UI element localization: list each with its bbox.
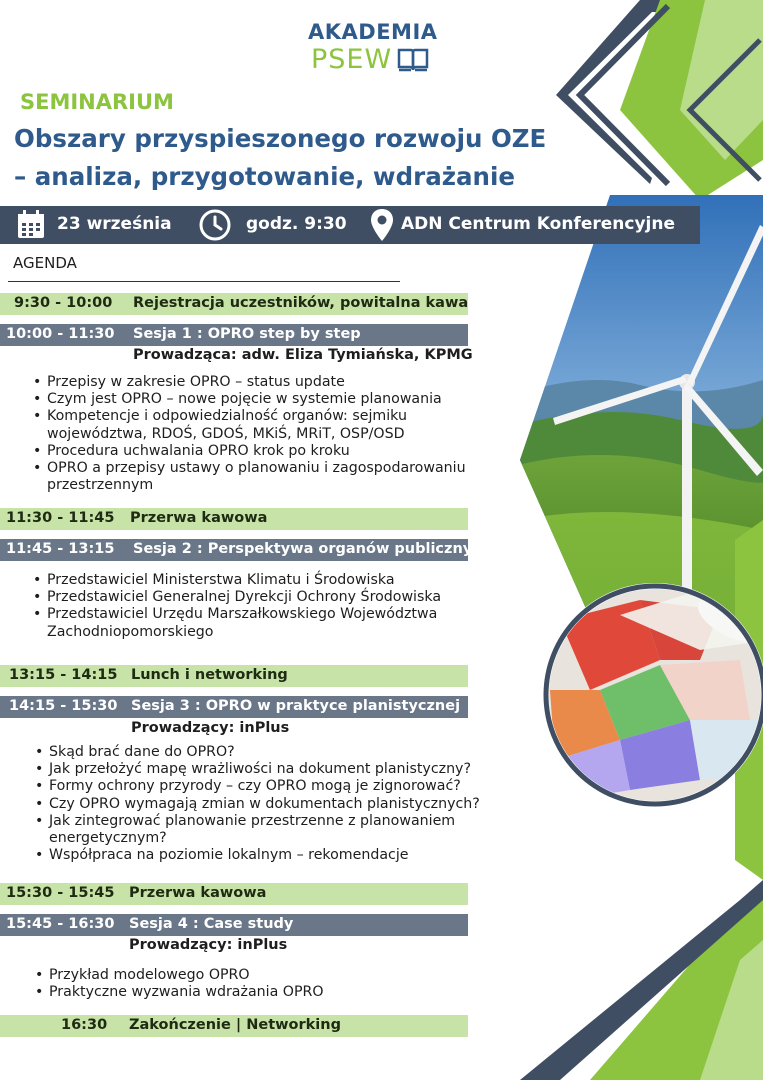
seminar-kicker: SEMINARIUM — [20, 90, 174, 114]
schedule-row-registration — [0, 293, 468, 315]
row-label: Przerwa kawowa — [130, 510, 268, 526]
agenda-divider — [8, 281, 400, 282]
schedule-row-session-3 — [0, 696, 468, 718]
list-item: • Czy OPRO wymagają zmian w dokumentach planistycznych? — [32, 796, 502, 813]
row-time: 11:45 - 13:15 — [6, 541, 115, 557]
list-item: • Czym jest OPRO – nowe pojęcie w systemie planowania — [30, 391, 500, 408]
list-item: • Kompetencje i odpowiedzialność organów: sejmiku województwa, RDOŚ, GDOŚ, MKiŚ, MRiT, OSP/OSD — [30, 408, 500, 442]
list-item: • OPRO a przepisy ustawy o planowaniu i zagospodarowaniu przestrzennym — [30, 460, 500, 494]
row-label: Przerwa kawowa — [129, 885, 267, 901]
session-4-moderator: Prowadzący: inPlus — [129, 937, 288, 953]
seminar-title-line2: – analiza, przygotowanie, wdrażanie — [14, 162, 515, 191]
row-time: 13:15 - 14:15 — [9, 667, 118, 683]
list-item: • Skąd brać dane do OPRO? — [32, 744, 502, 761]
schedule-row-session-2 — [0, 539, 492, 561]
schedule-row-coffee-1 — [0, 508, 468, 530]
list-item: • Współpraca na poziomie lokalnym – rekomendacje — [32, 847, 502, 864]
seminar-title-line1: Obszary przyspieszonego rozwoju OZE — [14, 124, 547, 153]
row-label: Sesja 4 : Case study — [129, 916, 294, 932]
wind-turbine-photo — [500, 190, 763, 650]
session-1-moderator: Prowadząca: adw. Eliza Tymiańska, KPMG — [133, 347, 473, 363]
row-label: Zakończenie | Networking — [129, 1017, 341, 1033]
clock-icon — [198, 208, 232, 242]
schedule-row-coffee-2 — [0, 883, 468, 905]
event-venue: ADN Centrum Konferencyjne — [401, 214, 675, 234]
list-item: • Przykład modelowego OPRO — [32, 967, 502, 984]
list-item: • Praktyczne wyzwania wdrażania OPRO — [32, 984, 502, 1001]
list-item: • Procedura uchwalania OPRO krok po kroku — [30, 443, 500, 460]
session-3-topics — [32, 744, 502, 864]
session-3-moderator: Prowadzący: inPlus — [131, 720, 290, 736]
list-item: • Przedstawiciel Generalnej Dyrekcji Ochrony Środowiska — [30, 589, 500, 606]
event-date: 23 września — [57, 214, 172, 234]
row-label: Sesja 1 : OPRO step by step — [133, 326, 361, 342]
row-label: Sesja 3 : OPRO w praktyce planistycznej — [131, 698, 461, 714]
row-time: 15:45 - 16:30 — [6, 916, 115, 932]
session-4-topics — [32, 967, 502, 1001]
location-pin-icon — [370, 208, 394, 242]
list-item: • Jak zintegrować planowanie przestrzenne z planowaniem energetycznym? — [32, 813, 502, 847]
book-icon — [397, 46, 429, 74]
event-time: godz. 9:30 — [246, 214, 347, 234]
row-label: Lunch i networking — [131, 667, 288, 683]
schedule-row-session-4 — [0, 914, 468, 936]
logo-akademia: AKADEMIA — [308, 20, 438, 44]
schedule-row-lunch — [0, 665, 468, 687]
calendar-icon — [16, 209, 46, 240]
schedule-row-session-1 — [0, 324, 468, 346]
list-item: • Przedstawiciel Urzędu Marszałkowskiego Województwa Zachodniopomorskiego — [30, 606, 500, 640]
row-label: Rejestracja uczestników, powitalna kawa — [133, 295, 469, 311]
row-label: Sesja 2 : Perspektywa organów publicznych — [133, 541, 492, 557]
list-item: • Formy ochrony przyrody – czy OPRO mogą je zignorować? — [32, 778, 502, 795]
row-time: 9:30 - 10:00 — [14, 295, 113, 311]
row-time: 16:30 — [61, 1017, 108, 1033]
session-2-topics — [30, 572, 500, 641]
list-item: • Jak przełożyć mapę wrażliwości na dokument planistyczny? — [32, 761, 502, 778]
row-time: 10:00 - 11:30 — [6, 326, 115, 342]
row-time: 11:30 - 11:45 — [6, 510, 115, 526]
row-time: 15:30 - 15:45 — [6, 885, 115, 901]
row-time: 14:15 - 15:30 — [9, 698, 118, 714]
list-item: • Przedstawiciel Ministerstwa Klimatu i Środowiska — [30, 572, 500, 589]
list-item: • Przepisy w zakresie OPRO – status update — [30, 374, 500, 391]
logo-psew: PSEW — [311, 44, 393, 75]
session-1-topics — [30, 374, 500, 494]
schedule-row-closing — [0, 1015, 468, 1037]
agenda-heading: AGENDA — [13, 254, 77, 272]
